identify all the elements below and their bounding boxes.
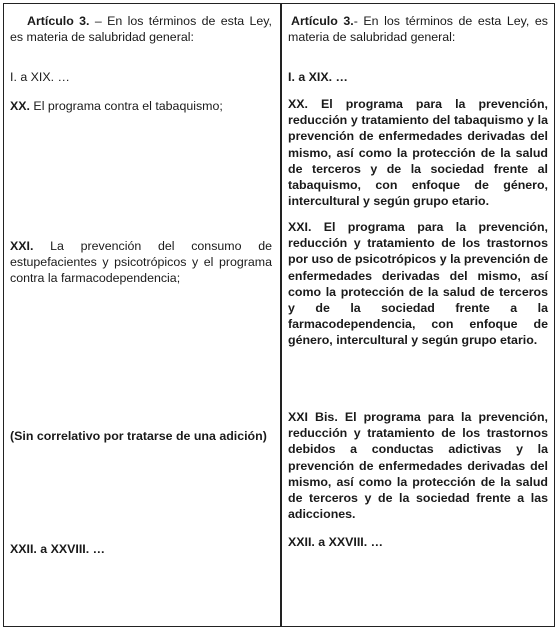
right-range-1: I. a XIX. … — [288, 70, 348, 84]
right-range-2: XXII. a XXVIII. … — [288, 535, 384, 549]
right-fraction-xx — [288, 96, 548, 209]
column-divider — [280, 4, 282, 626]
left-no-correlative: (Sin correlativo por tratarse de una adición) — [10, 429, 267, 443]
right-article-text: - En los términos de esta Ley, es materia de salubridad general: — [288, 14, 548, 45]
right-xx-text: El programa para la prevención, reducción y tratamiento del tabaquismo y la prevención de enfermedades derivadas del mismo, así como la protección de la salud de terceros y de la sociedad frente al tabaquismo, con enfoque de género, intercultural y según grupo etario. — [288, 97, 548, 209]
left-xx-text: El programa contra el tabaquismo; — [29, 99, 223, 113]
right-xx-label: XX. — [288, 97, 308, 111]
left-article-heading — [10, 13, 272, 45]
right-fraction-xxi-bis: XXI Bis. El programa para la prevención, reducción y tratamiento de los trastornos debidos a conductas adictivas y la prevención de enfermedades derivadas del mismo, así como la protección de la salud de terceros y de la sociedad frente a las adicciones. — [288, 410, 548, 522]
left-range-1: I. a XIX. … — [10, 70, 70, 84]
left-xx-label: XX. — [10, 99, 30, 113]
left-xxi-label: XXI. — [10, 239, 34, 253]
left-article-text: – En los términos de esta Ley, es materia de salubridad general: — [10, 14, 272, 45]
left-article-label: Artículo 3. — [27, 14, 90, 28]
right-article-label: Artículo 3. — [291, 14, 354, 28]
left-fraction-xx — [10, 98, 272, 114]
right-fraction-xxi: XXI. El programa para la prevención, reducción y tratamiento de los trastornos por uso de psicotrópicos y la prevención de enfermedades derivadas del mismo, así como la protección de la salud de terceros y de la sociedad frente a la farmacodependencia, con enfoque de género, intercultural y según grupo etario. — [288, 220, 548, 348]
right-article-heading — [288, 13, 548, 45]
comparison-table — [3, 3, 555, 627]
left-xxi-text: La prevención del consumo de estupefacientes y psicotrópicos y el programa contra la farmacodependencia; — [10, 239, 272, 286]
left-range-2: XXII. a XXVIII. … — [10, 542, 106, 556]
left-fraction-xxi — [10, 238, 272, 287]
